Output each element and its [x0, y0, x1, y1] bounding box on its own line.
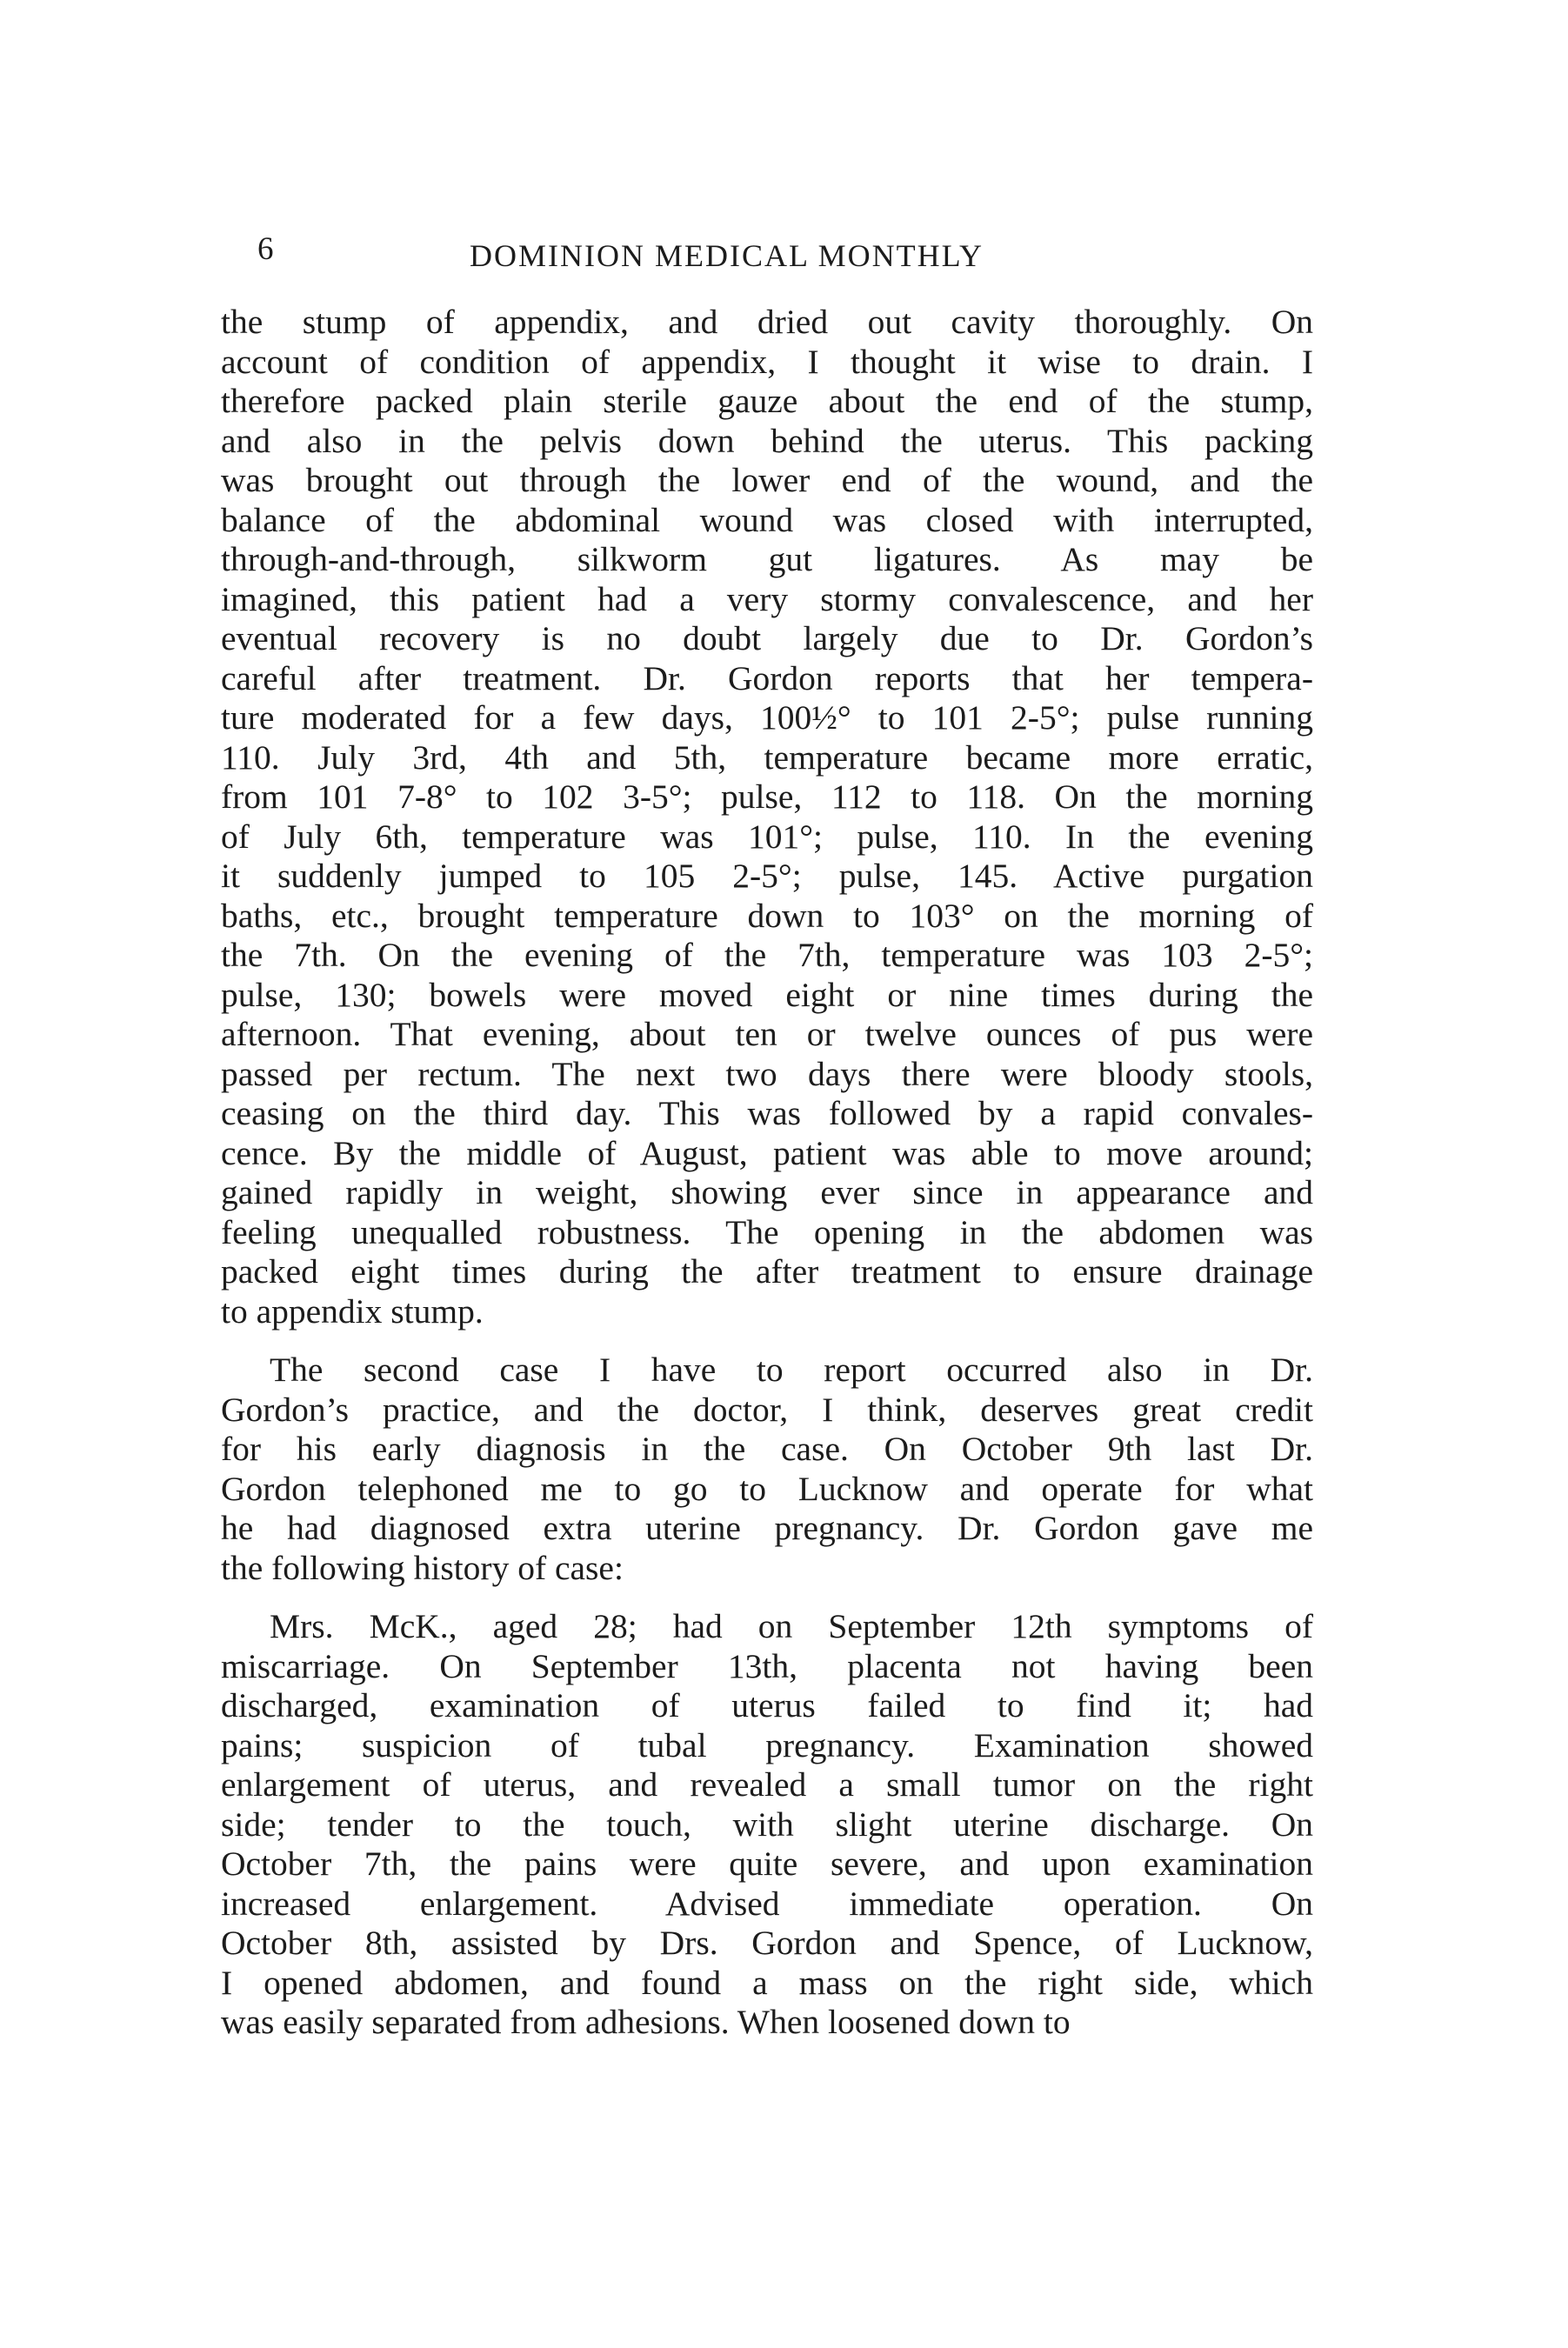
text-line: gained rapidly in weight, showing ever since in appearance and — [221, 1173, 1313, 1211]
text-line: October 8th, assisted by Drs. Gordon and Spence, of Lucknow, — [221, 1924, 1313, 1962]
text-line: Mrs. McK., aged 28; had on September 12th symptoms of — [270, 1607, 1313, 1645]
text-line: 110. July 3rd, 4th and 5th, temperature became more erratic, — [221, 737, 1313, 777]
text-line: baths, etc., brought temperature down to 103° on the morning of — [221, 896, 1313, 935]
text-line: it suddenly jumped to 105 2-5°; pulse, 145. Active purgation — [221, 857, 1313, 895]
text-line: Gordon telephoned me to go to Lucknow and operate for what — [221, 1469, 1313, 1508]
text-line: balance of the abdominal wound was closed with interrupted, — [221, 500, 1313, 539]
text-line: through-and-through, silkworm gut ligatures. As may be — [221, 540, 1313, 578]
text-line: miscarriage. On September 13th, placenta not having been — [221, 1646, 1313, 1685]
text-line: October 7th, the pains were quite severe, and upon examination — [221, 1844, 1313, 1883]
text-line: cence. By the middle of August, patient was able to move around; — [221, 1133, 1313, 1172]
text-line: ceasing on the third day. This was followed by a rapid convales- — [221, 1094, 1313, 1132]
text-line: passed per rectum. The next two days there were bloody stools, — [221, 1054, 1313, 1093]
text-line: for his early diagnosis in the case. On October 9th last Dr. — [221, 1430, 1313, 1468]
text-line: careful after treatment. Dr. Gordon reports that her tempera- — [221, 658, 1313, 697]
text-line: pains; suspicion of tubal pregnancy. Examination showed — [221, 1725, 1313, 1764]
text-line: afternoon. That evening, about ten or twelve ounces of pus were — [221, 1015, 1313, 1053]
text-line: from 101 7-8° to 102 3-5°; pulse, 112 to 118. On the morning — [221, 777, 1313, 816]
text-line: feeling unequalled robustness. The opening in the abdomen was — [221, 1212, 1313, 1251]
paragraph-2 — [221, 1351, 1313, 1588]
text-line: imagined, this patient had a very stormy convalescence, and her — [221, 579, 1313, 618]
text-line: the 7th. On the evening of the 7th, temperature was 103 2-5°; — [221, 936, 1313, 974]
text-line: I opened abdomen, and found a mass on the right side, which — [221, 1963, 1313, 2002]
text-line: therefore packed plain sterile gauze about the end of the stump, — [221, 382, 1313, 420]
text-line: Gordon’s practice, and the doctor, I think, deserves great credit — [221, 1390, 1313, 1429]
body-text — [221, 303, 1313, 2043]
text-line: The second case I have to report occurred also in Dr. — [270, 1351, 1313, 1389]
page-number: 6 — [257, 231, 274, 267]
text-line: ture moderated for a few days, 100½° to 101 2-5°; pulse running — [221, 698, 1313, 737]
text-line: pulse, 130; bowels were moved eight or nine times during the — [221, 975, 1313, 1014]
text-line: account of condition of appendix, I thought it wise to drain. I — [221, 342, 1313, 381]
text-line: to appendix stump. — [221, 1291, 484, 1331]
running-head-title: DOMINION MEDICAL MONTHLY — [470, 238, 984, 273]
text-line: discharged, examination of uterus failed to find it; had — [221, 1686, 1313, 1724]
paragraph-1 — [221, 303, 1313, 1331]
text-line: and also in the pelvis down behind the uterus. This packing — [221, 421, 1313, 460]
text-line: the following history of case: — [221, 1548, 624, 1587]
text-line: enlargement of uterus, and revealed a small tumor on the right — [221, 1765, 1313, 1804]
text-line: eventual recovery is no doubt largely due to Dr. Gordon’s — [221, 619, 1313, 657]
text-line: was easily separated from adhesions. When loosened down to — [221, 2003, 1071, 2041]
text-line: of July 6th, temperature was 101°; pulse, 110. In the evening — [221, 817, 1313, 856]
text-line: side; tender to the touch, with slight uterine discharge. On — [221, 1804, 1313, 1844]
paragraph-3 — [221, 1607, 1313, 2043]
text-line: increased enlargement. Advised immediate operation. On — [221, 1884, 1313, 1923]
text-line: packed eight times during the after treatment to ensure drainage — [221, 1252, 1313, 1291]
text-line: the stump of appendix, and dried out cavity thoroughly. On — [221, 303, 1313, 341]
text-line: he had diagnosed extra uterine pregnancy. Dr. Gordon gave me — [221, 1509, 1313, 1547]
text-line: was brought out through the lower end of the wound, and the — [221, 461, 1313, 499]
